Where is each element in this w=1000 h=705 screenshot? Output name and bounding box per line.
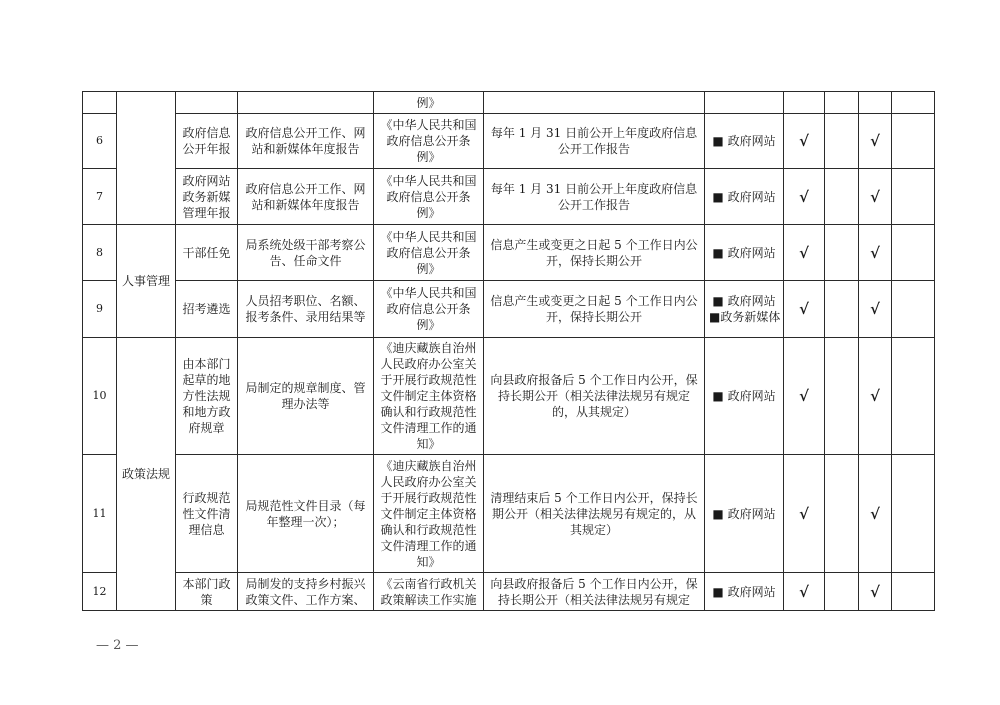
timing-cell: 清理结束后 5 个工作日内公开，保持长期公开（相关法律法规另有规定的，从其规定） xyxy=(484,455,705,573)
channel-website: ■ 政府网站 xyxy=(712,506,776,521)
content-cell: 政府信息公开工作、网站和新媒体年度报告 xyxy=(238,169,374,225)
basis-cell: 《迪庆藏族自治州人民政府办公室关于开展行政规范性文件制定主体资格确认和行政规范性文件清理工作的通知》 xyxy=(374,338,484,455)
check-mark: √ xyxy=(784,338,825,455)
channel-cell xyxy=(705,573,784,611)
table-row xyxy=(83,92,935,114)
page-number: — 2 — xyxy=(96,638,139,653)
row-number: 6 xyxy=(83,114,117,169)
category-cell: 政策法规 xyxy=(117,338,176,611)
timing-cell: 向县政府报备后 5 个工作日内公开，保持长期公开（相关法律法规另有规定的，从其规定） xyxy=(484,338,705,455)
content-cell: 局制定的规章制度、管理办法等 xyxy=(238,338,374,455)
channel-website: ■ 政府网站 xyxy=(712,389,776,403)
category-cell: 人事管理 xyxy=(117,225,176,338)
check-mark: √ xyxy=(859,573,892,611)
content-cell: 政府信息公开工作、网站和新媒体年度报告 xyxy=(238,114,374,169)
channel-website: ■ 政府网站 xyxy=(712,584,776,599)
content-cell: 局系统处级干部考察公告、任命文件 xyxy=(238,225,374,281)
timing-cell: 向县政府报备后 5 个工作日内公开，保持长期公开（相关法律法规另有规定 xyxy=(484,573,705,611)
channel-cell xyxy=(705,338,784,455)
check-mark: √ xyxy=(784,114,825,169)
channel-new-media: ■政务新媒体 xyxy=(709,310,781,324)
content-cell: 局规范性文件目录（每年整理一次）； xyxy=(238,455,374,573)
timing-cell: 信息产生或变更之日起 5 个工作日内公开，保持长期公开 xyxy=(484,281,705,338)
timing-cell: 信息产生或变更之日起 5 个工作日内公开，保持长期公开 xyxy=(484,225,705,281)
channel-website: ■ 政府网站 xyxy=(712,134,776,148)
table-row xyxy=(83,455,935,573)
table-row xyxy=(83,114,935,169)
table-row xyxy=(83,573,935,611)
channel-cell xyxy=(705,281,784,338)
item-cell: 招考遴选 xyxy=(176,281,238,338)
timing-cell: 每年 1 月 31 日前公开上年度政府信息公开工作报告 xyxy=(484,169,705,225)
check-mark: √ xyxy=(859,225,892,281)
channel-website: ■ 政府网站 xyxy=(712,245,776,260)
check-mark: √ xyxy=(784,455,825,573)
table-row xyxy=(83,338,935,455)
check-mark: √ xyxy=(784,281,825,338)
channel-cell xyxy=(705,169,784,225)
content-cell: 局制发的支持乡村振兴政策文件、工作方案、 xyxy=(238,573,374,611)
check-mark: √ xyxy=(859,114,892,169)
row-number: 12 xyxy=(83,573,117,611)
check-mark: √ xyxy=(859,281,892,338)
row-number: 11 xyxy=(83,455,117,573)
row-number: 9 xyxy=(83,281,117,338)
basis-cell: 《中华人民共和国政府信息公开条例》 xyxy=(374,114,484,169)
basis-cell: 《中华人民共和国政府信息公开条例》 xyxy=(374,169,484,225)
disclosure-table xyxy=(82,91,935,611)
basis-cell: 《中华人民共和国政府信息公开条例》 xyxy=(374,225,484,281)
table-row xyxy=(83,225,935,281)
content-cell: 人员招考职位、名额、报考条件、录用结果等 xyxy=(238,281,374,338)
basis-cell: 《迪庆藏族自治州人民政府办公室关于开展行政规范性文件制定主体资格确认和行政规范性文件清理工作的通知》 xyxy=(374,455,484,573)
basis-cell: 例》 xyxy=(374,92,484,114)
item-cell: 行政规范性文件清理信息 xyxy=(176,455,238,573)
check-mark: √ xyxy=(859,338,892,455)
check-mark: √ xyxy=(784,225,825,281)
check-mark: √ xyxy=(859,169,892,225)
check-mark: √ xyxy=(784,573,825,611)
check-mark: √ xyxy=(859,455,892,573)
row-number: 10 xyxy=(83,338,117,455)
item-cell: 政府网站政务新媒管理年报 xyxy=(176,169,238,225)
channel-cell xyxy=(705,225,784,281)
item-cell: 干部任免 xyxy=(176,225,238,281)
item-cell: 由本部门起草的地方性法规和地方政府规章 xyxy=(176,338,238,455)
item-cell: 政府信息公开年报 xyxy=(176,114,238,169)
basis-cell: 《中华人民共和国政府信息公开条例》 xyxy=(374,281,484,338)
channel-website: ■ 政府网站 xyxy=(712,294,776,308)
basis-cell: 《云南省行政机关政策解读工作实施 xyxy=(374,573,484,611)
check-mark: √ xyxy=(784,169,825,225)
row-number: 7 xyxy=(83,169,117,225)
row-number: 8 xyxy=(83,225,117,281)
table-row xyxy=(83,281,935,338)
timing-cell: 每年 1 月 31 日前公开上年度政府信息公开工作报告 xyxy=(484,114,705,169)
item-cell: 本部门政策 xyxy=(176,573,238,611)
table-row xyxy=(83,169,935,225)
channel-cell xyxy=(705,114,784,169)
channel-website: ■ 政府网站 xyxy=(712,189,776,204)
channel-cell xyxy=(705,455,784,573)
